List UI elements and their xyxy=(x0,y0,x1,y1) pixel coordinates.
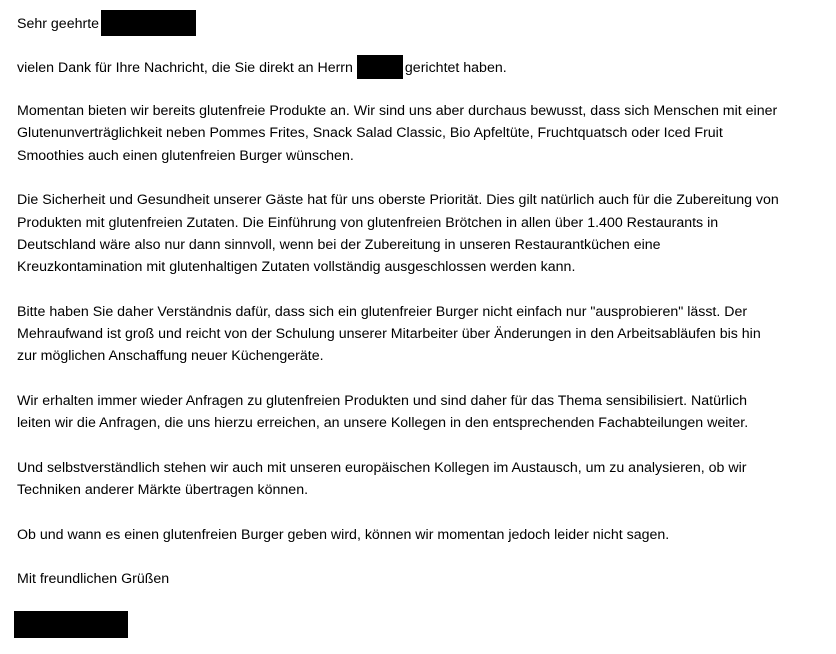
paragraph-line: Produkten mit glutenfreien Zutaten. Die Einführung von glutenfreien Brötchen in allen über 1.400 Restaurants in xyxy=(17,214,719,231)
paragraph-line: Bitte haben Sie daher Verständnis dafür, dass sich ein glutenfreier Burger nicht einfach nur "ausprobieren" lässt. Der xyxy=(17,303,748,320)
intro-text-before: vielen Dank für Ihre Nachricht, die Sie direkt an Herrn xyxy=(17,59,353,76)
paragraph-european-colleagues xyxy=(17,457,827,502)
paragraph-safety xyxy=(17,189,827,278)
paragraph-line: Und selbstverständlich stehen wir auch mit unseren europäischen Kollegen im Austausch, um zu analysieren, ob wir xyxy=(17,459,747,476)
paragraph-line: Ob und wann es einen glutenfreien Burger geben wird, können wir momentan jedoch leider nicht sagen. xyxy=(17,526,670,543)
redacted-person-name xyxy=(357,55,403,79)
paragraph-glutenfree-products xyxy=(17,100,827,167)
paragraph-line: leiten wir die Anfragen, die uns hierzu erreichen, an unsere Kollegen in den entsprechenden Fachabteilungen weiter. xyxy=(17,415,749,432)
paragraph-effort xyxy=(17,301,827,368)
paragraph-line: Momentan bieten wir bereits glutenfreie Produkte an. Wir sind uns aber durchaus bewusst, dass sich Menschen mit einer xyxy=(17,103,778,120)
paragraph-line: zur möglichen Anschaffung neuer Küchengeräte. xyxy=(17,348,324,365)
salutation-text: Sehr geehrte xyxy=(17,15,100,32)
salutation-line xyxy=(17,11,827,33)
redacted-signature xyxy=(14,611,128,638)
paragraph-line: Wir erhalten immer wieder Anfragen zu glutenfreien Produkten und sind daher für das Thema sensibilisiert. Natürlich xyxy=(17,393,747,410)
paragraph-line: Die Sicherheit und Gesundheit unserer Gäste hat für uns oberste Priorität. Dies gilt natürlich auch für die Zubereitung von xyxy=(17,192,779,209)
intro-text-after: gerichtet haben. xyxy=(404,59,507,76)
redacted-recipient-name xyxy=(101,10,196,36)
paragraph-line: Deutschland wäre also nur dann sinnvoll, wenn bei der Zubereitung in unseren Restaurantküchen eine xyxy=(17,236,661,253)
paragraph-line: Techniken anderer Märkte übertragen können. xyxy=(17,482,309,499)
paragraph-line: Smoothies auch einen glutenfreien Burger wünschen. xyxy=(17,147,354,164)
paragraph-outlook xyxy=(17,524,827,546)
paragraph-line: Kreuzkontamination mit glutenhaltigen Zutaten vollständig ausgeschlossen werden kann. xyxy=(17,259,576,276)
paragraph-line: Glutenunverträglichkeit neben Pommes Frites, Snack Salad Classic, Bio Apfeltüte, Fruchtquatsch oder Iced Fruit xyxy=(17,125,723,142)
paragraph-line: Mehraufwand ist groß und reicht von der Schulung unserer Mitarbeiter über Änderungen in den Arbeitsabläufen bis hin xyxy=(17,326,761,343)
closing-line: Mit freundlichen Grüßen xyxy=(17,571,170,588)
paragraph-requests xyxy=(17,390,827,435)
email-letter-body xyxy=(17,11,827,591)
intro-line xyxy=(17,56,827,78)
